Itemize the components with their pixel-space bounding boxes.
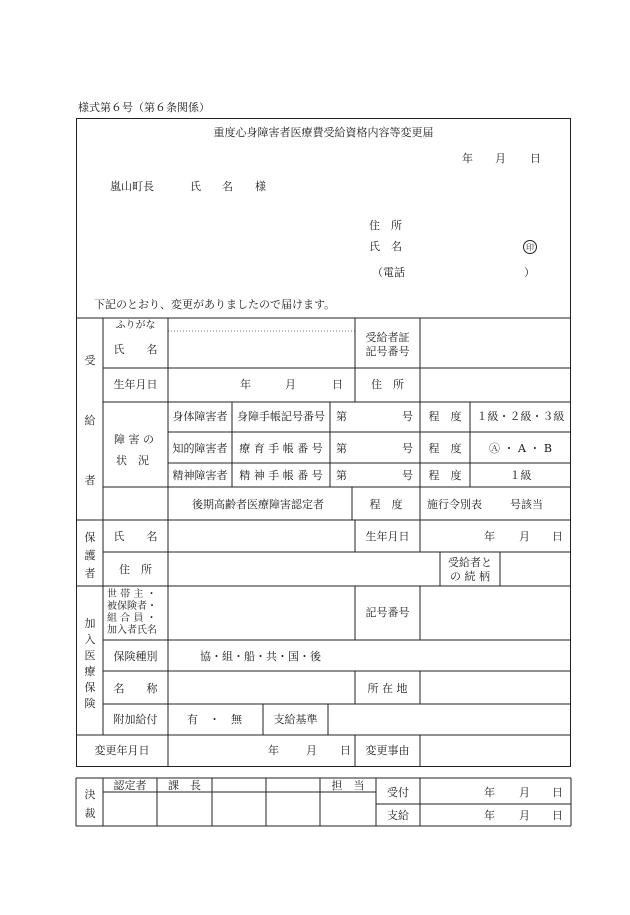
guardian-name-label: 氏 名 [113,530,158,543]
disability-type-mental: 精神障害者 [172,469,228,482]
birth-label: 生年月日 [113,378,158,391]
approval-char-1: 決 [84,788,96,801]
benefit-basis-label: 支給基準 [273,713,318,726]
disability-dai-physical: 第 [336,410,347,423]
insurer-name-label: 名 称 [113,682,158,695]
recipient-name-label: 氏 名 [113,343,158,356]
change-date-label: 変更年月日 [94,744,150,757]
section-insurance-char-6: 険 [84,697,96,710]
approval-staff: 担 当 [331,779,365,792]
elderly-label: 後期高齢者医療障害認定者 [192,498,324,511]
disability-dai-intellectual: 第 [336,442,347,455]
guardian-birth-month: 月 [519,530,530,543]
section-insurance-char-1: 加 [84,617,96,630]
birth-month: 月 [285,378,296,391]
change-day: 日 [340,744,351,757]
disability-degree-mental: 程 度 [428,469,462,482]
applicant-name-label: 氏 名 [369,240,402,253]
form-number: 様式第６号（第６条関係） [78,101,210,114]
section-insurance-char-2: 入 [84,633,96,646]
elderly-item-label: 号該当 [510,498,543,511]
holder-label-3: 組 合 員 ・ [107,613,157,624]
elderly-degree-label: 程 度 [369,498,403,511]
guardian-birth-year: 年 [484,530,495,543]
change-month: 月 [306,744,317,757]
symbol-number-label: 記号番号 [365,606,410,619]
addressee-sama: 様 [255,180,266,193]
cert-number-label-1: 受給者証 [365,331,410,344]
disability-label-2: 状 況 [116,454,149,467]
approval-paid-label: 支給 [387,809,409,822]
guardian-birth-day: 日 [552,530,563,543]
section-recipient-char-2: 給 [84,414,96,427]
disability-degree-physical: 程 度 [428,410,462,423]
guardian-relation-label-1: 受給者と [448,556,492,569]
change-reason-label: 変更事由 [365,744,410,757]
cert-number-label-2: 記号番号 [365,345,410,358]
holder-label-1: 世 帯 主 ・ [107,589,157,600]
approval-chief: 課 長 [168,779,201,792]
phone-open: （電話 [372,266,405,279]
disability-dai-mental: 第 [336,469,347,482]
disability-label-1: 障 害 の [114,433,154,446]
birth-day: 日 [332,378,343,391]
recipient-address-label: 住 所 [371,378,404,391]
disability-go-intellectual: 号 [402,442,413,455]
form-title: 重度心身障害者医療費受給資格内容等変更届 [213,126,434,139]
guardian-relation-label-2: の 続 柄 [450,570,490,583]
section-guardian-char-1: 保 [84,531,96,544]
addressee-shi: 氏 [190,180,201,193]
insurer-location-label: 所 在 地 [367,682,408,695]
disability-level-physical: １級・２級・３級 [476,410,565,423]
addressee-mei: 名 [222,180,233,193]
approval-certifier: 認定者 [113,779,147,792]
furigana-label: ふりがな [115,320,156,331]
disability-level-mental: １級 [509,469,532,482]
section-recipient-char-3: 者 [84,474,96,487]
approval-char-2: 裁 [84,807,96,820]
insurance-kinds: 協・組・船・共・国・後 [200,650,321,663]
submit-month-label: 月 [495,152,506,165]
holder-label-2: 被保険者・ [107,601,157,612]
disability-level-intellectual: Ⓐ ・ A ・ B [488,442,552,455]
section-guardian-char-3: 者 [84,567,96,580]
approval-paid-day: 日 [552,809,563,822]
disability-type-intellectual: 知的障害者 [172,442,228,455]
extra-benefit-label: 附加給付 [113,713,158,726]
section-insurance-char-4: 療 [84,665,96,678]
elderly-table-label: 施行令別表 [427,498,482,511]
approval-received-year: 年 [484,786,495,799]
holder-label-4: 加入者氏名 [107,625,157,636]
disability-book-intellectual: 療 育 手 帳 番 号 [239,442,323,455]
birth-year: 年 [240,378,251,391]
section-guardian-char-2: 護 [84,549,96,562]
submit-day-label: 日 [530,152,541,165]
disability-book-physical: 身障手帳記号番号 [237,410,325,423]
applicant-address-label: 住 所 [369,219,402,232]
section-recipient-char-1: 受 [84,354,96,367]
intro-text: 下記のとおり、変更がありましたので届けます。 [94,298,336,311]
submit-year-label: 年 [462,152,473,165]
approval-received-label: 受付 [387,786,409,799]
approval-paid-year: 年 [484,809,495,822]
approval-received-month: 月 [519,786,530,799]
section-insurance-char-5: 保 [84,681,96,694]
approval-paid-month: 月 [519,809,530,822]
insurance-kind-label: 保険種別 [113,650,158,663]
section-insurance-char-3: 医 [84,649,96,662]
disability-go-mental: 号 [402,469,413,482]
disability-book-mental: 精 神 手 帳 番 号 [239,469,323,482]
guardian-address-label: 住 所 [119,563,152,576]
extra-benefit-options: 有 ・ 無 [187,713,242,726]
disability-go-physical: 号 [402,410,413,423]
approval-received-day: 日 [552,786,563,799]
disability-type-physical: 身体障害者 [172,410,228,423]
addressee-town: 嵐山町長 [110,180,154,193]
guardian-birth-label: 生年月日 [365,530,410,543]
change-year: 年 [268,744,279,757]
phone-close: ） [524,266,535,279]
seal-mark: 印 [523,240,537,254]
disability-degree-intellectual: 程 度 [428,442,462,455]
